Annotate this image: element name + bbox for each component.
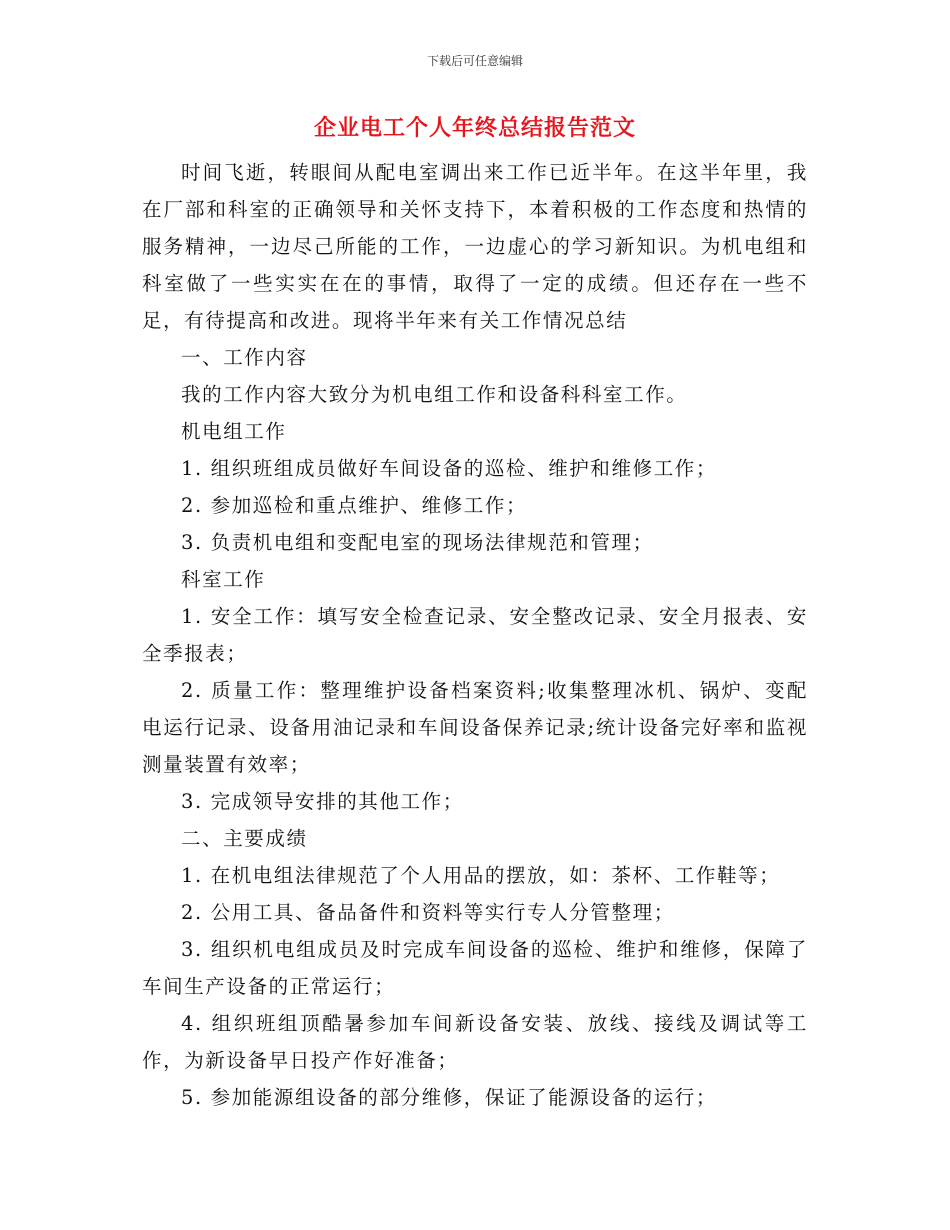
list-item: 2. 质量工作：整理维护设备档案资料;收集整理冰机、锅炉、变配电运行记录、设备用油记录和车间设备保养记录;统计设备完好率和监视测量装置有效率；: [142, 679, 808, 776]
list-item: 1. 安全工作：填写安全检查记录、安全整改记录、安全月报表、安全季报表；: [142, 605, 808, 665]
paragraph: 我的工作内容大致分为机电组工作和设备科科室工作。: [181, 383, 688, 406]
document-body: [142, 154, 808, 1116]
list-item: 3. 组织机电组成员及时完成车间设备的巡检、维护和维修，保障了车间生产设备的正常运行；: [142, 938, 808, 998]
section-heading: 一、工作内容: [181, 346, 308, 369]
list-item: 5. 参加能源组设备的部分维修，保证了能源设备的运行；: [181, 1086, 718, 1109]
document-title: 企业电工个人年终总结报告范文: [313, 115, 636, 141]
list-item: 4. 组织班组顶酷暑参加车间新设备安装、放线、接线及调试等工作，为新设备早日投产作好准备；: [142, 1012, 808, 1072]
subsection-heading: 科室工作: [181, 568, 266, 591]
paragraph-intro: 时间飞逝，转眼间从配电室调出来工作已近半年。在这半年里，我在厂部和科室的正确领导和关怀支持下，本着积极的工作态度和热情的服务精神，一边尽己所能的工作，一边虚心的学习新知识。为机电组和科室做了一些实实在在的事情，取得了一定的成绩。但还存在一些不足，有待提高和改进。现将半年来有关工作情况总结: [142, 161, 808, 332]
list-item: 3. 完成领导安排的其他工作；: [181, 790, 464, 813]
subsection-heading: 机电组工作: [181, 420, 287, 443]
list-item: 3. 负责机电组和变配电室的现场法律规范和管理；: [181, 531, 654, 554]
list-item: 1. 在机电组法律规范了个人用品的摆放，如：茶杯、工作鞋等；: [181, 864, 781, 887]
list-item: 1. 组织班组成员做好车间设备的巡检、维护和维修工作；: [181, 457, 718, 480]
list-item: 2. 公用工具、备品备件和资料等实行专人分管整理；: [181, 901, 675, 924]
page-header-note: 下载后可任意编辑: [426, 54, 523, 68]
list-item: 2. 参加巡检和重点维护、维修工作；: [181, 494, 528, 517]
section-heading: 二、主要成绩: [181, 827, 308, 850]
